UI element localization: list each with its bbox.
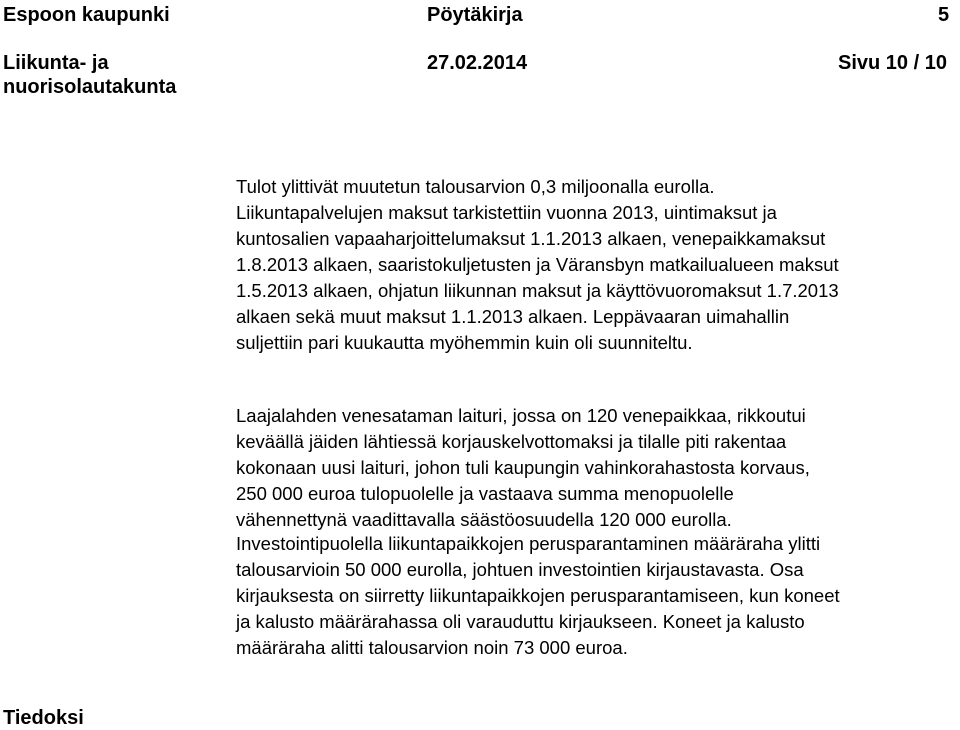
text-line: 250 000 euroa tulopuolelle ja vastaava summa menopuolelle xyxy=(236,483,734,504)
committee-name: Liikunta- ja nuorisolautakunta xyxy=(3,52,177,98)
page-number: Sivu 10 / 10 xyxy=(838,52,947,74)
text-line: ja kalusto määrärahassa oli varauduttu kirjaukseen. Koneet ja kalusto xyxy=(236,611,805,632)
meeting-date: 27.02.2014 xyxy=(427,52,528,74)
paragraph-income xyxy=(236,174,956,356)
document-type: Pöytäkirja xyxy=(427,4,523,26)
text-line: Investointipuolella liikuntapaikkojen perusparantaminen määräraha ylitti xyxy=(236,533,821,554)
text-line: kokonaan uusi laituri, johon tuli kaupungin vahinkorahastosta korvaus, xyxy=(236,457,810,478)
text-line: 1.8.2013 alkaen, saaristokuljetusten ja Väransbyn matkailualueen maksut xyxy=(236,254,839,275)
text-line: kuntosalien vapaaharjoittelumaksut 1.1.2013 alkaen, venepaikkamaksut xyxy=(236,228,826,249)
section-heading-tiedoksi: Tiedoksi xyxy=(3,707,84,729)
text-line: kirjauksesta on siirretty liikuntapaikkojen perusparantamiseen, kun koneet xyxy=(236,585,840,606)
text-line: 1.5.2013 alkaen, ohjatun liikunnan maksut ja käyttövuoromaksut 1.7.2013 xyxy=(236,280,839,301)
text-line: alkaen sekä muut maksut 1.1.2013 alkaen. Leppävaaran uimahallin xyxy=(236,306,790,327)
text-line: määräraha alitti talousarvion noin 73 000 euroa. xyxy=(236,637,628,658)
text-line: vähennettynä vaadittavalla säästöosuudella 120 000 eurolla. xyxy=(236,509,732,530)
text-line: talousarvioin 50 000 eurolla, johtuen investointien kirjaustavasta. Osa xyxy=(236,559,804,580)
text-line: suljettiin pari kuukautta myöhemmin kuin oli suunniteltu. xyxy=(236,332,693,353)
text-line: keväällä jäiden lähtiessä korjauskelvottomaksi ja tilalle piti rakentaa xyxy=(236,431,787,452)
organization-name: Espoon kaupunki xyxy=(3,4,170,26)
text-line: Laajalahden venesataman laituri, jossa on 120 venepaikkaa, rikkoutui xyxy=(236,405,806,426)
paragraph-investments xyxy=(236,531,956,661)
item-number: 5 xyxy=(938,4,950,26)
paragraph-pier xyxy=(236,403,956,533)
text-line: Liikuntapalvelujen maksut tarkistettiin vuonna 2013, uintimaksut ja xyxy=(236,202,777,223)
text-line: Tulot ylittivät muutetun talousarvion 0,3 miljoonalla eurolla. xyxy=(236,176,715,197)
